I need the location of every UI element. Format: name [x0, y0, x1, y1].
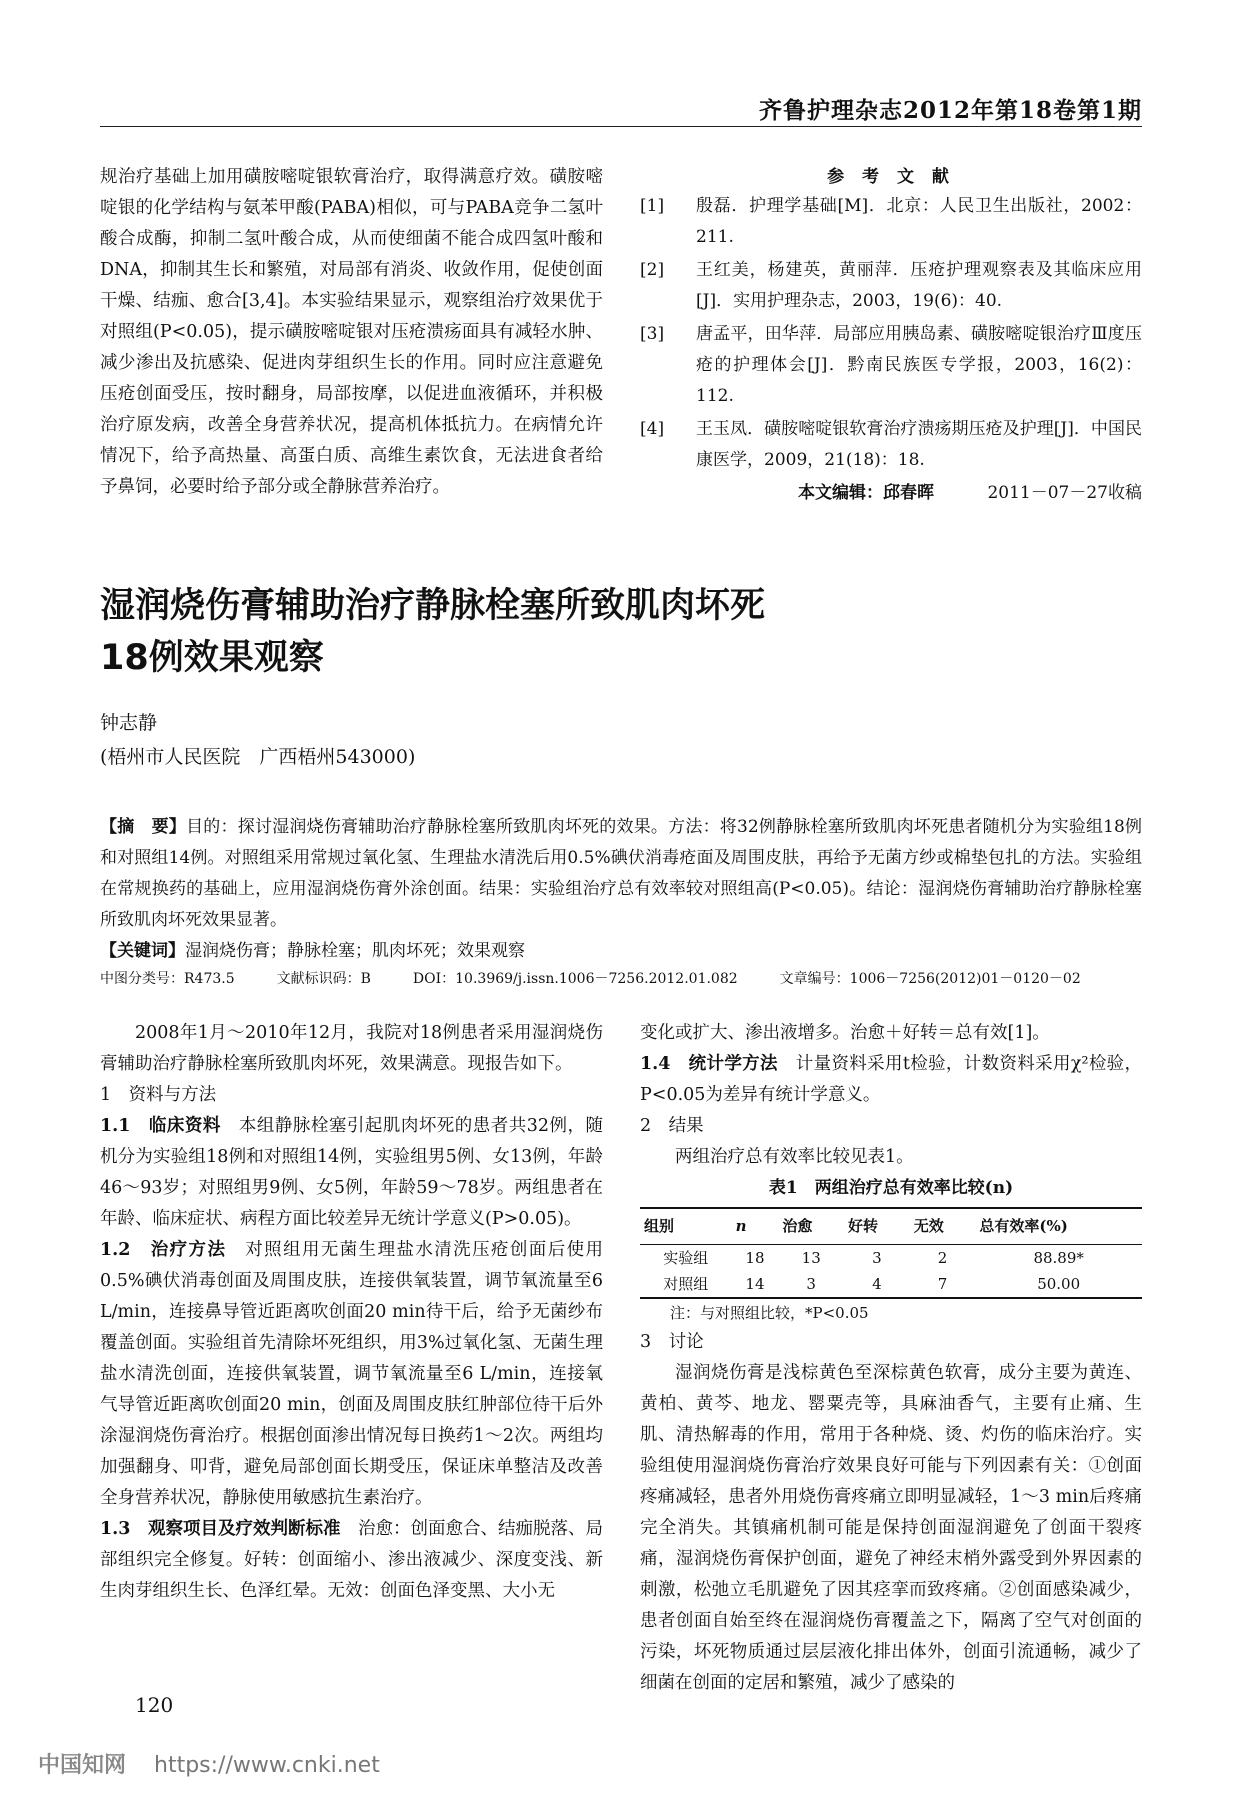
section-1-2: [100, 1235, 603, 1514]
article-number: 文章编号：1006－7256(2012)01－0120－02: [779, 971, 1081, 987]
table-cell: 实验组: [663, 1249, 709, 1267]
keywords-label: 【关键词】: [100, 941, 185, 961]
table-header-cell: 好转: [844, 1208, 910, 1245]
keywords-paragraph: [100, 936, 1142, 967]
cnki-logo-text: 中国知网: [38, 1753, 127, 1778]
section-1-4-heading: 1.4 统计学方法: [640, 1054, 778, 1074]
intro-paragraph: 2008年1月～2010年12月，我院对18例患者采用湿润烧伤膏辅助治疗静脉栓塞所致肌肉坏死，效果满意。现报告如下。: [100, 1023, 603, 1074]
clc-number: 中图分类号：R473.5: [100, 971, 235, 987]
section-1-1: [100, 1111, 603, 1235]
references-section: [640, 162, 1142, 509]
table-cell: 4: [844, 1271, 910, 1298]
section-1-3: [100, 1514, 603, 1607]
abstract-block: [100, 812, 1142, 967]
classification-line: [100, 968, 1142, 988]
section-2-text: 两组治疗总有效率比较见表1。: [675, 1147, 914, 1167]
journal-header: 齐鲁护理杂志2012年第18卷第1期: [758, 97, 1142, 124]
section-2-heading: 2 结果: [640, 1116, 704, 1136]
reference-text: 唐孟平，田华萍．局部应用胰岛素、磺胺嘧啶银治疗Ⅲ度压疮的护理体会[J]．黔南民族医专学报，2003，16(2)：112.: [696, 324, 1142, 406]
table-cell: 对照组: [640, 1271, 732, 1298]
table-cell: 13: [801, 1249, 821, 1267]
title-line-1: 湿润烧伤膏辅助治疗静脉栓塞所致肌肉坏死: [100, 586, 766, 626]
table-caption: 表1 两组治疗总有效率比较(n): [768, 1178, 1014, 1198]
table-cell: 3: [778, 1271, 844, 1298]
table-header-row: [640, 1208, 1142, 1245]
table-cell: 88.89*: [1033, 1249, 1084, 1267]
document-code: 文献标识码：B: [276, 971, 371, 987]
reference-text: 王玉凤．磺胺嘧啶银软膏治疗溃疡期压疮及护理[J]．中国民康医学，2009，21(18)：18.: [696, 419, 1142, 470]
reference-item: [640, 319, 1142, 412]
body-right-column: [640, 1018, 1142, 1699]
table-cell: 7: [910, 1271, 976, 1298]
received-date: 2011－07－27收稿: [987, 483, 1142, 503]
reference-number: [4]: [640, 419, 665, 439]
page-number: 120: [135, 1693, 174, 1717]
top-left-column: [100, 162, 603, 503]
header-rule: [100, 126, 1142, 127]
table-cell: 50.00: [975, 1271, 1142, 1298]
section-1-1-text: 本组静脉栓塞引起肌肉坏死的患者共32例，随机分为实验组18例和对照组14例，实验组男5例、女13例，年龄46～93岁；对照组男9例、女5例，年龄59～78岁。两组患者在年龄、临床症状、病程方面比较差异无统计学意义(P>0.05)。: [100, 1116, 604, 1229]
section-1-1-heading: 1.1 临床资料: [100, 1116, 221, 1136]
table-row: [640, 1271, 1142, 1298]
cnki-url-link[interactable]: https://www.cnki.net: [154, 1753, 380, 1778]
section-1-4: [640, 1049, 1142, 1111]
article-title: [100, 580, 765, 684]
reference-number: [2]: [640, 260, 665, 280]
reference-number: [1]: [640, 196, 665, 216]
table-header-cell: 无效: [910, 1208, 976, 1245]
reference-item: [640, 191, 1142, 253]
table-header-cell: 治愈: [778, 1208, 844, 1245]
table-note: 注：与对照组比较，*P<0.05: [670, 1304, 869, 1322]
editor-name: 本文编辑：邱春晖: [798, 483, 934, 503]
continued-text: 变化或扩大、渗出液增多。治愈＋好转＝总有效[1]。: [640, 1023, 1050, 1043]
section-1-heading: 1 资料与方法: [100, 1085, 217, 1105]
affiliation: (梧州市人民医院 广西梧州543000): [100, 746, 416, 768]
reference-text: 王红美，杨建英，黄丽萍．压疮护理观察表及其临床应用[J]．实用护理杂志，2003，19(6)：40.: [696, 260, 1142, 311]
cnki-footer: [38, 1748, 380, 1779]
section-3-text: 湿润烧伤膏是浅棕黄色至深棕黄色软膏，成分主要为黄连、黄柏、黄芩、地龙、罂粟壳等，具麻油香气，主要有止痛、生肌、清热解毒的作用，常用于各种烧、烫、灼伤的临床治疗。实验组使用湿润烧伤膏治疗效果良好可能与下列因素有关：①创面疼痛减轻，患者外用烧伤膏疼痛立即明显减轻，1～3 min后疼痛完全消失。其镇痛机制可能是保持创面湿润避免了创面干裂疼痛，湿润烧伤膏保护创面，避免了神经末梢外露受到外界因素的刺激，松弛立毛肌避免了因其痉挛而致疼痛。②创面感染减少，患者创面自始至终在湿润烧伤膏覆盖之下，隔离了空气对创面的污染，坏死物质通过层层液化排出体外，创面引流通畅，减少了细菌在创面的定居和繁殖，减少了感染的: [640, 1363, 1142, 1693]
editor-line: [640, 478, 1142, 509]
table-cell: 3: [872, 1249, 882, 1267]
previous-article-text: 规治疗基础上加用磺胺嘧啶银软膏治疗，取得满意疗效。磺胺嘧啶银的化学结构与氨苯甲酸(PABA)相似，可与PABA竞争二氢叶酸合成酶，抑制二氢叶酸合成，从而使细菌不能合成四氢叶酸和DNA，抑制其生长和繁殖，对局部有消炎、收敛作用，促使创面干燥、结痂、愈合[3,4]。本实验结果显示，观察组治疗效果优于对照组(P<0.05)，提示磺胺嘧啶银对压疮溃疡面具有减轻水肿、减少渗出及抗感染、促进肉芽组织生长的作用。同时应注意避免压疮创面受压，按时翻身，局部按摩，以促进血液循环，并积极治疗原发病，改善全身营养状况，提高机体抵抗力。在病情允许情况下，给予高热量、高蛋白质、高维生素饮食，无法进食者给予鼻饲，必要时给予部分或全静脉营养治疗。: [100, 167, 603, 497]
table-header-cell: 组别: [640, 1208, 732, 1245]
reference-number: [3]: [640, 324, 665, 344]
section-1-3-heading: 1.3 观察项目及疗效判断标准: [100, 1519, 341, 1539]
table-cell: 2: [937, 1249, 948, 1267]
table-header-cell: 总有效率(%): [975, 1208, 1142, 1245]
section-1-2-text: 对照组用无菌生理盐水清洗压疮创面后使用0.5%碘伏消毒创面及周围皮肤，连接供氧装置，调节氧流量至6 L/min，连接鼻导管近距离吹创面20 min待干后，给予无菌纱布覆盖创面。实验组首先清除坏死组织，用3%过氧化氢、无菌生理盐水清洗创面，连接供氧装置，调节氧流量至6 L/min，连接氧气导管近距离吹创面20 min，创面及周围皮肤红肿部位待干后外涂湿润烧伤膏治疗。根据创面渗出情况每日换药1～2次。两组均加强翻身、叩背，避免局部创面长期受压，保证床单整洁及改善全身营养状况，静脉使用敏感抗生素治疗。: [100, 1240, 603, 1508]
abstract-label: 【摘 要】: [100, 817, 187, 837]
reference-item: [640, 255, 1142, 317]
reference-item: [640, 414, 1142, 476]
author: 钟志静: [100, 712, 158, 734]
reference-text: 殷磊．护理学基础[M]．北京：人民卫生出版社，2002：211.: [696, 196, 1142, 247]
abstract-paragraph: [100, 812, 1142, 936]
results-table: [640, 1207, 1142, 1299]
section-1-3-text: 治愈：创面愈合、结痂脱落、局部组织完全修复。好转：创面缩小、渗出液减少、深度变浅、新生肉芽组织生长、色泽红晕。无效：创面色泽变黑、大小无: [100, 1519, 604, 1601]
abstract-text: 目的：探讨湿润烧伤膏辅助治疗静脉栓塞所致肌肉坏死的效果。方法：将32例静脉栓塞所致肌肉坏死患者随机分为实验组18例和对照组14例。对照组采用常规过氧化氢、生理盐水清洗后用0.5%碘伏消毒疮面及周围皮肤，再给予无菌方纱或棉垫包扎的方法。实验组在常规换药的基础上，应用湿润烧伤膏外涂创面。结果：实验组治疗总有效率较对照组高(P<0.05)。结论：湿润烧伤膏辅助治疗静脉栓塞所致肌肉坏死效果显著。: [100, 817, 1143, 930]
doi: DOI：10.3969/j.issn.1006－7256.2012.01.082: [412, 971, 738, 987]
table-row: [640, 1245, 1142, 1272]
section-3-heading: 3 讨论: [640, 1332, 704, 1352]
references-heading: 参 考 文 献: [827, 167, 955, 187]
body-left-column: [100, 1018, 603, 1607]
table-cell: 14: [732, 1271, 779, 1298]
section-1-2-heading: 1.2 治疗方法: [100, 1240, 227, 1260]
section-1-4-text: 计量资料采用t检验，计数资料采用χ²检验，P<0.05为差异有统计学意义。: [640, 1054, 1143, 1105]
table-cell: 18: [745, 1249, 765, 1267]
table-header-cell: n: [732, 1208, 779, 1245]
keywords-text: 湿润烧伤膏；静脉栓塞；肌肉坏死；效果观察: [185, 941, 525, 961]
title-line-2: 18例效果观察: [100, 638, 324, 678]
